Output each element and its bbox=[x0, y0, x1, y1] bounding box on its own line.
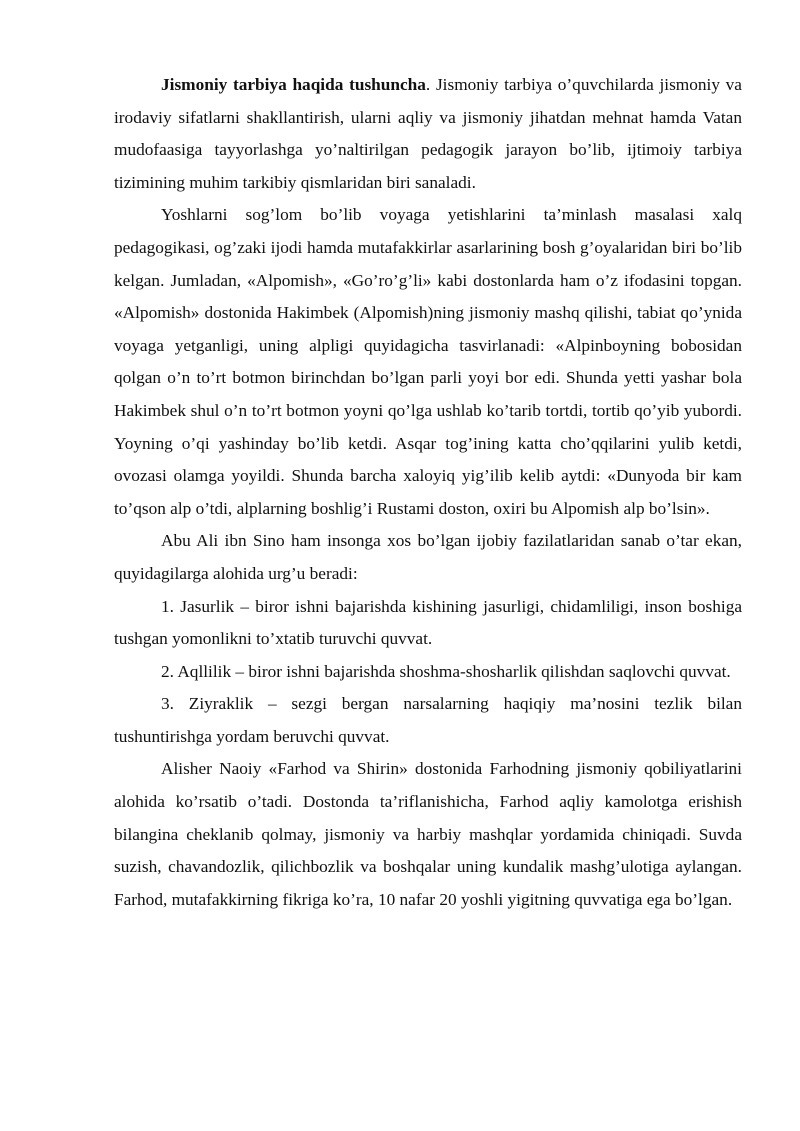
list-item-aqllilik: 2. Aqllilik – biror ishni bajarishda shoshma-shosharlik qilishdan saqlovchi quvvat. bbox=[161, 661, 731, 681]
paragraph-lead-term: Jismoniy tarbiya haqida tushuncha bbox=[161, 75, 426, 94]
list-item-ziyraklik: 3. Ziyraklik – sezgi bergan narsalarning haqiqiy ma’nosini tezlik bilan tushuntirishga yordam beruvchi quvvat. bbox=[114, 694, 742, 746]
paragraph-ibn-sino: Abu Ali ibn Sino ham insonga xos bo’lgan ijobiy fazilatlaridan sanab o’tar ekan, quyidagilarga alohida urg’u beradi: bbox=[114, 531, 742, 583]
list-item-jasurlik: 1. Jasurlik – biror ishni bajarishda kishining jasurligi, chidamliligi, inson boshiga tushgan yomonlikni to’xtatib turuvchi quvvat. bbox=[114, 596, 742, 649]
document-page bbox=[114, 69, 742, 916]
paragraph-text: . Jismoniy tarbiya o’quvchilarda jismoniy va irodaviy sifatlarni shakllantirish, ularni aqliy va jismoniy jihatdan mehnat hamda Vatan mudofaasiga tayyorlashga yo’naltirilgan pedagogik jarayon bo’lib, ijtimoiy tarbiya tizimining muhim tarkibiy qismlaridan biri sanaladi. bbox=[114, 75, 742, 192]
paragraph-navoiy: Alisher Naoiy «Farhod va Shirin» dostonida Farhodning jismoniy qobiliyatlarini alohida ko’rsatib o’tadi. Dostonda ta’riflanishicha, Farhod aqliy kamolotga erishish bilangina cheklanib qolmay, jismoniy va harbiy mashqlar yordamida chiniqadi. Suvda suzish, chavandozlik, qilichbozlik va boshqalar uning kundalik mashg’ulotiga aylangan. Farhod, mutafakkirning fikriga ko’ra, 10 nafar 20 yoshli yigitning quvvatiga ega bo’lgan. bbox=[114, 759, 742, 909]
paragraph-alpomish: Yoshlarni sog’lom bo’lib voyaga yetishlarini ta’minlash masalasi xalq pedagogikasi, og’zaki ijodi hamda mutafakkirlar asarlarining bosh g’oyalaridan biri bo’lib kelgan. Jumladan, «Alpomish», «Go’ro’g’li» kabi dostonlarda ham o’z ifodasini topgan. «Alpomish» dostonida Hakimbek (Alpomish)ning jismoniy mashq qilishi, tabiat qo’ynida voyaga yetganligi, uning alpligi quyidagicha tasvirlanadi: «Alpinboyning bobosidan qolgan o’n to’rt botmon birinchdan bo’lgan parli yoyi bor edi. Shunda yetti yashar bola Hakimbek shul o’n to’rt botmon yoyni qo’lga ushlab ko’tarib tortdi, tortib qo’yib yubordi. Yoyning o’qi yashinday bo’lib ketdi. Asqar tog’ining katta cho’qqilarini yulib ketdi, ovozasi olamga yoyildi. Shunda barcha xaloyiq yig’ilib kelib aytdi: «Dunyoda bir kam to’qson alp o’tdi, alplarning boshlig’i Rustami doston, oxiri bu Alpomish alp bo’lsin». bbox=[114, 205, 742, 518]
paragraph-definition bbox=[114, 69, 742, 199]
